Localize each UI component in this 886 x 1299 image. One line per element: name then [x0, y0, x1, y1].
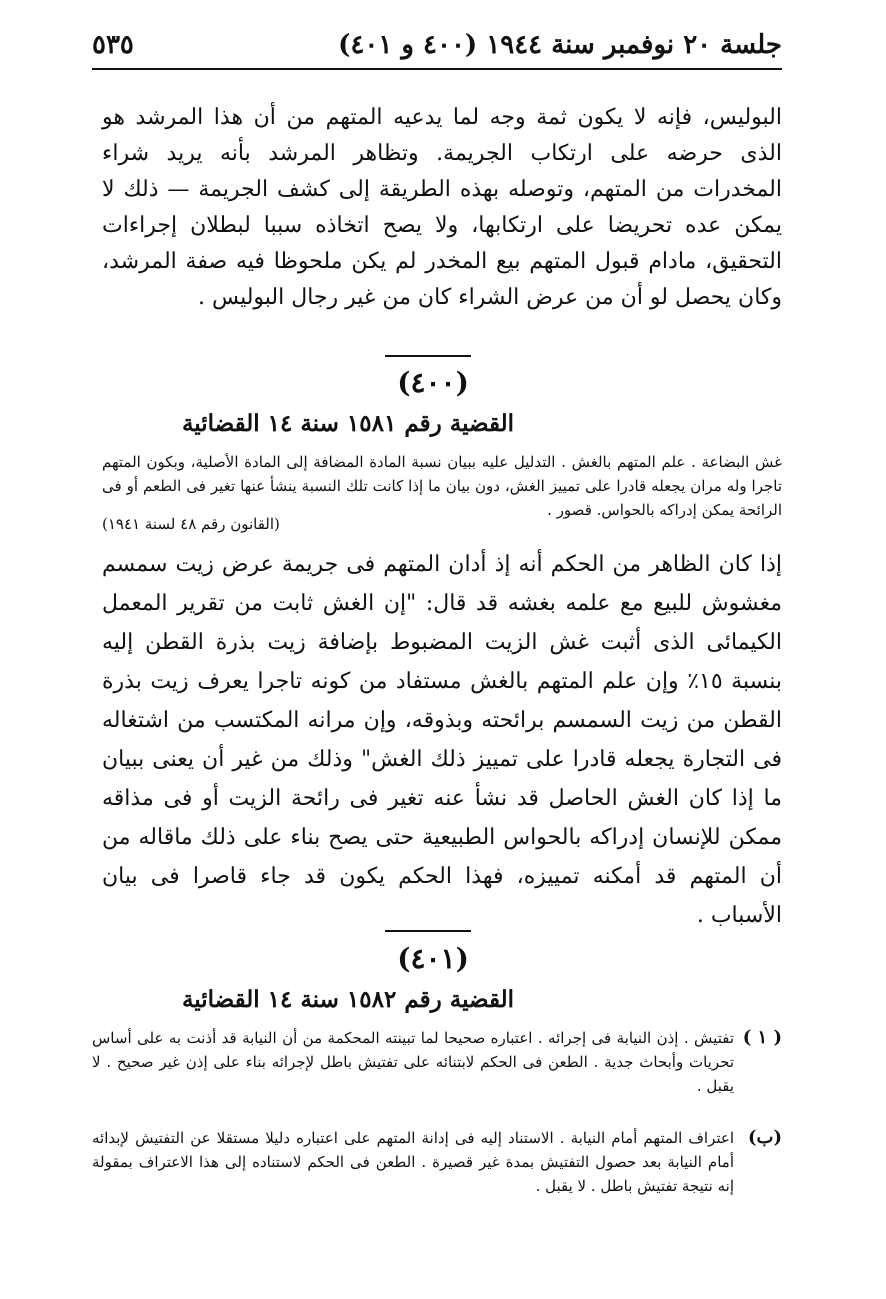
- case-401-number: (٤٠١): [397, 942, 469, 975]
- section-divider: [385, 355, 471, 357]
- intro-paragraph-block: [102, 100, 782, 316]
- case-400-law-line: [102, 512, 782, 536]
- case-401-item: [92, 1026, 782, 1098]
- page-number: ٥٣٥: [92, 30, 134, 60]
- case-401-title: القضية رقم ١٥٨٢ سنة ١٤ القضائية: [181, 986, 514, 1013]
- intro-paragraph: البوليس، فإنه لا يكون ثمة وجه لما يدعيه المتهم من أن هذا المرشد هو الذى حرضه على ارتكاب الجريمة. وتظاهر المرشد بأنه يريد شراء المخدرات من المتهم، وتوصله بهذه الطريقة إلى كشف الجريمة — ذلك لا يمكن عده تحريضا على ارتكابها، ولا يصح اتخاذه سببا لبطلان إجراءات التحقيق، مادام قبول المتهم بيع المخدر لم يكن ملحوظا فيه صفة المرشد، وكان يحصل لو أن من عرض الشراء كان من غير رجال البوليس .: [102, 105, 782, 310]
- case-401-item-text: تفتيش . إذن النيابة فى إجرائه . اعتباره صحيحا لما تبينته المحكمة من أن النيابة قد أذنت به على أساس تحريات وأبحاث جدية . الطعن فى الحكم لابتنائه على تفتيش باطل لإجرائه بناء على إذن غير صحيح . لا يقبل .: [92, 1029, 734, 1095]
- case-400-summary: غش البضاعة . علم المتهم بالغش . التدليل عليه ببيان نسبة المادة المضافة إلى المادة الأصلية، وبكون المتهم تاجرا وله مران يجعله قادرا على تمييز الغش، دون بيان ما إذا كانت تلك النسبة ينشأ عنها تغير فى الطعم أو فى الرائحة يمكن إدراكه بالحواس. قصور .: [102, 453, 782, 519]
- case-400-ruling: إذا كان الظاهر من الحكم أنه إذ أدان المتهم فى جريمة عرض زيت سمسم مغشوش للبيع مع علمه بغشه قد قال: "إن الغش ثابت من تقرير المعمل الكيمائى الذى أثبت غش الزيت المضبوط بإضافة زيت بذرة القطن إليه بنسبة ١٥٪ وإن علم المتهم بالغش مستفاد من كونه تاجرا يعرف زيت بذرة القطن من زيت السمسم برائحته وبذوقه، وإن مرانه المكتسب من اشتغاله فى التجارة يجعله قادرا على تمييز ذلك الغش" وذلك من غير أن يعنى ببيان ما إذا كان الغش الحاصل قد نشأ عنه تغير فى رائحة الزيت أو فى مذاقه ممكن للإنسان إدراكه بالحواس الطبيعية حتى يصح بناء على ذلك ماقاله من أن المتهم قد أمكنه تمييزه، فهذا الحكم يكون قد جاء قاصرا فى بيان الأسباب .: [102, 552, 782, 928]
- case-400-law-reference: (القانون رقم ٤٨ لسنة ١٩٤١): [102, 515, 280, 533]
- header-title: جلسة ٢٠ نوفمبر سنة ١٩٤٤ (٤٠٠ و ٤٠١): [338, 30, 782, 60]
- case-401-item-label: ( ١ ): [742, 1027, 782, 1048]
- case-400-title: القضية رقم ١٥٨١ سنة ١٤ القضائية: [181, 410, 514, 437]
- case-400-ruling-block: [102, 545, 782, 935]
- case-401-item-text: اعتراف المتهم أمام النيابة . الاستناد إليه فى إدانة المتهم على اعتباره دليلا مستقلا عن التفتيش لإبدائه أمام النيابة بعد حصول التفتيش بمدة غير قصيرة . الطعن فى الحكم لاستناده إلى هذا الاعتراف بمقولة إنه نتيجة تفتيش باطل . لا يقبل .: [92, 1129, 734, 1195]
- section-divider: [385, 930, 471, 932]
- case-401-item-label: (ب): [748, 1127, 782, 1148]
- case-401-item: [92, 1126, 782, 1198]
- case-400-number: (٤٠٠): [397, 366, 469, 399]
- page-header: [92, 22, 782, 70]
